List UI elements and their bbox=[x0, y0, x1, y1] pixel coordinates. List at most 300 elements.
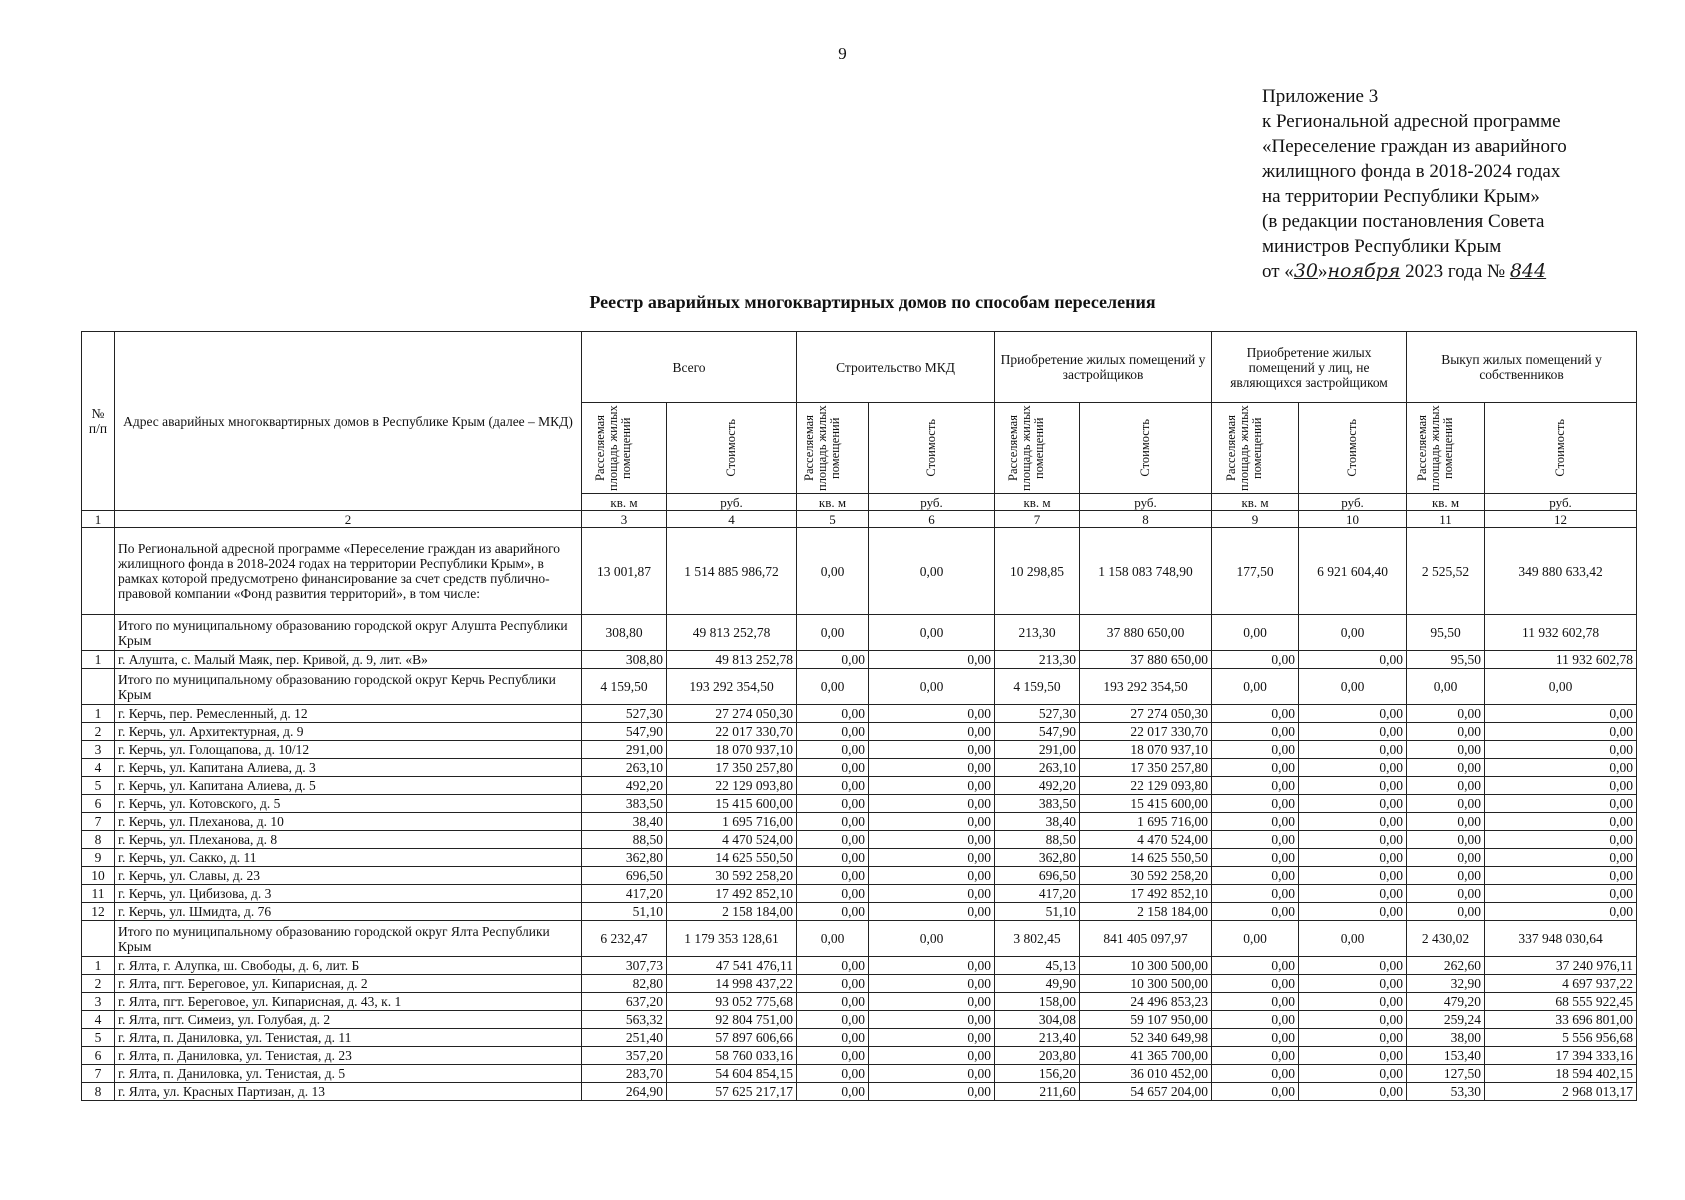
address-cell: г. Керчь, ул. Архитектурная, д. 9 bbox=[115, 723, 582, 741]
area-value: 4 159,50 bbox=[995, 669, 1080, 705]
area-value: 0,00 bbox=[1212, 849, 1299, 867]
cost-value: 0,00 bbox=[869, 921, 995, 957]
table-row bbox=[82, 705, 1637, 723]
area-value: 0,00 bbox=[1407, 813, 1485, 831]
area-value: 259,24 bbox=[1407, 1011, 1485, 1029]
cost-value: 2 158 184,00 bbox=[667, 903, 797, 921]
cost-value: 5 556 956,68 bbox=[1485, 1029, 1637, 1047]
address-cell: г. Керчь, пер. Ремесленный, д. 12 bbox=[115, 705, 582, 723]
cost-value: 4 470 524,00 bbox=[667, 831, 797, 849]
area-value: 0,00 bbox=[1407, 705, 1485, 723]
area-value: 88,50 bbox=[582, 831, 667, 849]
column-number: 9 bbox=[1212, 511, 1299, 528]
area-value: 547,90 bbox=[582, 723, 667, 741]
area-value: 10 298,85 bbox=[995, 528, 1080, 615]
cost-value: 0,00 bbox=[869, 885, 995, 903]
cost-value: 0,00 bbox=[869, 741, 995, 759]
row-number: 6 bbox=[82, 795, 115, 813]
cost-value: 0,00 bbox=[869, 975, 995, 993]
cost-value: 1 158 083 748,90 bbox=[1080, 528, 1212, 615]
header-cost: Стоимость bbox=[1345, 419, 1360, 477]
area-value: 527,30 bbox=[995, 705, 1080, 723]
area-value: 0,00 bbox=[797, 1029, 869, 1047]
cost-value: 18 070 937,10 bbox=[667, 741, 797, 759]
column-number: 5 bbox=[797, 511, 869, 528]
cost-value: 37 880 650,00 bbox=[1080, 615, 1212, 651]
column-number: 2 bbox=[115, 511, 582, 528]
area-value: 383,50 bbox=[582, 795, 667, 813]
table-row bbox=[82, 849, 1637, 867]
cost-value: 17 350 257,80 bbox=[1080, 759, 1212, 777]
cost-value: 11 932 602,78 bbox=[1485, 615, 1637, 651]
area-value: 0,00 bbox=[797, 849, 869, 867]
table-row bbox=[82, 1011, 1637, 1029]
area-value: 0,00 bbox=[1212, 975, 1299, 993]
area-value: 95,50 bbox=[1407, 615, 1485, 651]
cost-value: 68 555 922,45 bbox=[1485, 993, 1637, 1011]
area-value: 49,90 bbox=[995, 975, 1080, 993]
cost-value: 4 697 937,22 bbox=[1485, 975, 1637, 993]
cost-value: 24 496 853,23 bbox=[1080, 993, 1212, 1011]
area-value: 0,00 bbox=[1212, 615, 1299, 651]
address-cell: г. Ялта, п. Даниловка, ул. Тенистая, д. 23 bbox=[115, 1047, 582, 1065]
cost-value: 0,00 bbox=[869, 1047, 995, 1065]
cost-value: 1 179 353 128,61 bbox=[667, 921, 797, 957]
unit-cost: руб. bbox=[667, 494, 797, 511]
cost-value: 6 921 604,40 bbox=[1299, 528, 1407, 615]
cost-value: 0,00 bbox=[869, 1011, 995, 1029]
cost-value: 0,00 bbox=[869, 867, 995, 885]
page-number: 9 bbox=[838, 44, 847, 63]
address-cell: г. Ялта, пгт. Береговое, ул. Кипарисная, д. 2 bbox=[115, 975, 582, 993]
area-value: 307,73 bbox=[582, 957, 667, 975]
cost-value: 49 813 252,78 bbox=[667, 651, 797, 669]
address-cell: г. Керчь, ул. Плеханова, д. 10 bbox=[115, 813, 582, 831]
cost-value: 0,00 bbox=[869, 957, 995, 975]
area-value: 637,20 bbox=[582, 993, 667, 1011]
cost-value: 0,00 bbox=[869, 705, 995, 723]
cost-value: 14 625 550,50 bbox=[667, 849, 797, 867]
cost-value: 0,00 bbox=[1299, 921, 1407, 957]
address-cell: г. Керчь, ул. Шмидта, д. 76 bbox=[115, 903, 582, 921]
cost-value: 0,00 bbox=[869, 777, 995, 795]
area-value: 527,30 bbox=[582, 705, 667, 723]
date-year: 2023 года № bbox=[1405, 261, 1506, 282]
area-value: 0,00 bbox=[1212, 813, 1299, 831]
cost-value: 0,00 bbox=[1299, 1083, 1407, 1101]
table-row bbox=[82, 885, 1637, 903]
cost-value: 0,00 bbox=[1299, 669, 1407, 705]
cost-value: 36 010 452,00 bbox=[1080, 1065, 1212, 1083]
unit-area: кв. м bbox=[797, 494, 869, 511]
address-cell: г. Ялта, пгт. Береговое, ул. Кипарисная, д. 43, к. 1 bbox=[115, 993, 582, 1011]
area-value: 262,60 bbox=[1407, 957, 1485, 975]
cost-value: 54 604 854,15 bbox=[667, 1065, 797, 1083]
area-value: 0,00 bbox=[1407, 867, 1485, 885]
area-value: 0,00 bbox=[1212, 759, 1299, 777]
area-value: 156,20 bbox=[995, 1065, 1080, 1083]
column-number: 7 bbox=[995, 511, 1080, 528]
area-value: 0,00 bbox=[1407, 777, 1485, 795]
cost-value: 10 300 500,00 bbox=[1080, 975, 1212, 993]
table-row bbox=[82, 741, 1637, 759]
area-value: 283,70 bbox=[582, 1065, 667, 1083]
area-value: 177,50 bbox=[1212, 528, 1299, 615]
row-number: 10 bbox=[82, 867, 115, 885]
row-number: 1 bbox=[82, 957, 115, 975]
address-cell: г. Керчь, ул. Сакко, д. 11 bbox=[115, 849, 582, 867]
cost-value: 18 594 402,15 bbox=[1485, 1065, 1637, 1083]
cost-value: 22 129 093,80 bbox=[1080, 777, 1212, 795]
area-value: 0,00 bbox=[797, 921, 869, 957]
area-value: 0,00 bbox=[797, 651, 869, 669]
address-cell: г. Ялта, п. Даниловка, ул. Тенистая, д. 11 bbox=[115, 1029, 582, 1047]
cost-value: 33 696 801,00 bbox=[1485, 1011, 1637, 1029]
cost-value: 30 592 258,20 bbox=[1080, 867, 1212, 885]
cost-value: 37 880 650,00 bbox=[1080, 651, 1212, 669]
column-number: 12 bbox=[1485, 511, 1637, 528]
address-cell: г. Керчь, ул. Славы, д. 23 bbox=[115, 867, 582, 885]
cost-value: 0,00 bbox=[869, 831, 995, 849]
cost-value: 27 274 050,30 bbox=[667, 705, 797, 723]
date-day-handwritten: 30 bbox=[1293, 260, 1318, 282]
cost-value: 22 017 330,70 bbox=[1080, 723, 1212, 741]
address-cell: г. Керчь, ул. Плеханова, д. 8 bbox=[115, 831, 582, 849]
area-value: 0,00 bbox=[797, 1065, 869, 1083]
area-value: 2 430,02 bbox=[1407, 921, 1485, 957]
table-row bbox=[82, 651, 1637, 669]
cost-value: 0,00 bbox=[1299, 759, 1407, 777]
cost-value: 0,00 bbox=[1299, 975, 1407, 993]
area-value: 95,50 bbox=[1407, 651, 1485, 669]
cost-value: 22 129 093,80 bbox=[667, 777, 797, 795]
area-value: 0,00 bbox=[1212, 885, 1299, 903]
area-value: 417,20 bbox=[582, 885, 667, 903]
cost-value: 1 695 716,00 bbox=[667, 813, 797, 831]
area-value: 0,00 bbox=[1407, 759, 1485, 777]
cost-value: 0,00 bbox=[1299, 1029, 1407, 1047]
subtotal-row bbox=[82, 528, 1637, 615]
table-row bbox=[82, 813, 1637, 831]
appendix-line: на территории Республики Крым» bbox=[1262, 186, 1540, 207]
area-value: 357,20 bbox=[582, 1047, 667, 1065]
header-area: Расселяемая площадь жилых помещений bbox=[801, 405, 842, 491]
header-area: Расселяемая площадь жилых помещений bbox=[1006, 405, 1047, 491]
cost-value: 59 107 950,00 bbox=[1080, 1011, 1212, 1029]
area-value: 308,80 bbox=[582, 651, 667, 669]
cost-value: 92 804 751,00 bbox=[667, 1011, 797, 1029]
table-row bbox=[82, 1029, 1637, 1047]
area-value: 0,00 bbox=[1212, 1011, 1299, 1029]
area-value: 417,20 bbox=[995, 885, 1080, 903]
area-value: 492,20 bbox=[582, 777, 667, 795]
row-number: 12 bbox=[82, 903, 115, 921]
row-number: 3 bbox=[82, 741, 115, 759]
area-value: 0,00 bbox=[1212, 795, 1299, 813]
area-value: 13 001,87 bbox=[582, 528, 667, 615]
registry-table bbox=[81, 331, 1637, 1101]
area-value: 213,40 bbox=[995, 1029, 1080, 1047]
header-group-buyout: Выкуп жилых помещений у собственников bbox=[1407, 332, 1637, 403]
area-value: 696,50 bbox=[582, 867, 667, 885]
cost-value: 93 052 775,68 bbox=[667, 993, 797, 1011]
table-row bbox=[82, 795, 1637, 813]
appendix-line: Приложение 3 bbox=[1262, 86, 1379, 107]
area-value: 0,00 bbox=[797, 795, 869, 813]
cost-value: 0,00 bbox=[1299, 705, 1407, 723]
cost-value: 0,00 bbox=[1485, 723, 1637, 741]
area-value: 0,00 bbox=[797, 975, 869, 993]
date-prefix: от « bbox=[1262, 261, 1294, 282]
area-value: 0,00 bbox=[797, 777, 869, 795]
area-value: 308,80 bbox=[582, 615, 667, 651]
column-number: 4 bbox=[667, 511, 797, 528]
cost-value: 0,00 bbox=[1485, 831, 1637, 849]
address-cell: г. Ялта, п. Даниловка, ул. Тенистая, д. 5 bbox=[115, 1065, 582, 1083]
cost-value: 0,00 bbox=[869, 528, 995, 615]
cost-value: 0,00 bbox=[1299, 903, 1407, 921]
cost-value: 0,00 bbox=[1299, 723, 1407, 741]
cost-value: 0,00 bbox=[1485, 741, 1637, 759]
area-value: 0,00 bbox=[797, 741, 869, 759]
cost-value: 4 470 524,00 bbox=[1080, 831, 1212, 849]
cost-value: 0,00 bbox=[869, 1065, 995, 1083]
cost-value: 54 657 204,00 bbox=[1080, 1083, 1212, 1101]
cost-value: 0,00 bbox=[1299, 867, 1407, 885]
area-value: 0,00 bbox=[797, 831, 869, 849]
table-row bbox=[82, 903, 1637, 921]
header-area: Расселяемая площадь жилых помещений bbox=[1414, 405, 1455, 491]
area-value: 0,00 bbox=[797, 957, 869, 975]
cost-value: 0,00 bbox=[1485, 777, 1637, 795]
table-row bbox=[82, 777, 1637, 795]
cost-value: 841 405 097,97 bbox=[1080, 921, 1212, 957]
cost-value: 0,00 bbox=[869, 993, 995, 1011]
area-value: 0,00 bbox=[797, 867, 869, 885]
area-value: 0,00 bbox=[1407, 885, 1485, 903]
registry-body bbox=[82, 528, 1637, 1101]
column-number: 6 bbox=[869, 511, 995, 528]
area-value: 0,00 bbox=[1212, 1047, 1299, 1065]
address-cell: г. Керчь, ул. Капитана Алиева, д. 3 bbox=[115, 759, 582, 777]
appendix-line: (в редакции постановления Совета bbox=[1262, 211, 1545, 232]
address-cell: г. Керчь, ул. Капитана Алиева, д. 5 bbox=[115, 777, 582, 795]
row-number: 3 bbox=[82, 993, 115, 1011]
area-value: 291,00 bbox=[582, 741, 667, 759]
cost-value: 14 625 550,50 bbox=[1080, 849, 1212, 867]
cost-value: 0,00 bbox=[1485, 669, 1637, 705]
appendix-line: «Переселение граждан из аварийного bbox=[1262, 136, 1567, 157]
cost-value: 0,00 bbox=[1299, 813, 1407, 831]
cost-value: 0,00 bbox=[1299, 795, 1407, 813]
cost-value: 0,00 bbox=[869, 669, 995, 705]
row-number: 11 bbox=[82, 885, 115, 903]
table-row bbox=[82, 957, 1637, 975]
area-value: 0,00 bbox=[1212, 1083, 1299, 1101]
header-cost: Стоимость bbox=[724, 419, 738, 477]
area-value: 0,00 bbox=[797, 723, 869, 741]
cost-value: 337 948 030,64 bbox=[1485, 921, 1637, 957]
area-value: 0,00 bbox=[797, 1047, 869, 1065]
cost-value: 0,00 bbox=[869, 903, 995, 921]
header-group-construction: Строительство МКД bbox=[797, 332, 995, 403]
row-number: 9 bbox=[82, 849, 115, 867]
area-value: 53,30 bbox=[1407, 1083, 1485, 1101]
address-cell: г. Керчь, ул. Голощапова, д. 10/12 bbox=[115, 741, 582, 759]
cost-value: 193 292 354,50 bbox=[1080, 669, 1212, 705]
column-number: 1 bbox=[82, 511, 115, 528]
area-value: 0,00 bbox=[1212, 777, 1299, 795]
appendix-line: министров Республики Крым bbox=[1262, 236, 1502, 257]
area-value: 0,00 bbox=[1212, 957, 1299, 975]
cost-value: 0,00 bbox=[1485, 705, 1637, 723]
area-value: 0,00 bbox=[1212, 669, 1299, 705]
area-value: 0,00 bbox=[1407, 903, 1485, 921]
area-value: 263,10 bbox=[582, 759, 667, 777]
area-value: 0,00 bbox=[1212, 867, 1299, 885]
area-value: 362,80 bbox=[995, 849, 1080, 867]
table-row bbox=[82, 723, 1637, 741]
cost-value: 15 415 600,00 bbox=[1080, 795, 1212, 813]
area-value: 0,00 bbox=[797, 759, 869, 777]
row-number bbox=[82, 528, 115, 615]
cost-value: 0,00 bbox=[1299, 957, 1407, 975]
area-value: 383,50 bbox=[995, 795, 1080, 813]
row-number: 7 bbox=[82, 1065, 115, 1083]
cost-value: 47 541 476,11 bbox=[667, 957, 797, 975]
cost-value: 2 968 013,17 bbox=[1485, 1083, 1637, 1101]
row-number: 2 bbox=[82, 975, 115, 993]
cost-value: 10 300 500,00 bbox=[1080, 957, 1212, 975]
cost-value: 0,00 bbox=[1299, 1065, 1407, 1083]
area-value: 0,00 bbox=[797, 528, 869, 615]
document-title: Реестр аварийных многоквартирных домов по способам переселения bbox=[589, 292, 1156, 312]
cost-value: 1 514 885 986,72 bbox=[667, 528, 797, 615]
header-cost: Стоимость bbox=[1138, 419, 1153, 477]
cost-value: 0,00 bbox=[1299, 741, 1407, 759]
area-value: 0,00 bbox=[1212, 903, 1299, 921]
cost-value: 0,00 bbox=[869, 1029, 995, 1047]
cost-value: 0,00 bbox=[1485, 849, 1637, 867]
area-value: 213,30 bbox=[995, 615, 1080, 651]
area-value: 82,80 bbox=[582, 975, 667, 993]
cost-value: 14 998 437,22 bbox=[667, 975, 797, 993]
cost-value: 0,00 bbox=[1485, 885, 1637, 903]
cost-value: 0,00 bbox=[1299, 651, 1407, 669]
cost-value: 27 274 050,30 bbox=[1080, 705, 1212, 723]
area-value: 0,00 bbox=[797, 669, 869, 705]
header-cost: Стоимость bbox=[924, 419, 939, 477]
area-value: 0,00 bbox=[1407, 669, 1485, 705]
cost-value: 15 415 600,00 bbox=[667, 795, 797, 813]
area-value: 362,80 bbox=[582, 849, 667, 867]
cost-value: 0,00 bbox=[869, 723, 995, 741]
cost-value: 0,00 bbox=[1299, 831, 1407, 849]
column-number: 3 bbox=[582, 511, 667, 528]
area-value: 0,00 bbox=[1212, 651, 1299, 669]
cost-value: 11 932 602,78 bbox=[1485, 651, 1637, 669]
area-value: 3 802,45 bbox=[995, 921, 1080, 957]
table-row bbox=[82, 993, 1637, 1011]
area-value: 38,40 bbox=[582, 813, 667, 831]
row-number: 4 bbox=[82, 759, 115, 777]
unit-area: кв. м bbox=[995, 494, 1080, 511]
area-value: 203,80 bbox=[995, 1047, 1080, 1065]
area-value: 264,90 bbox=[582, 1083, 667, 1101]
subtotal-label: Итого по муниципальному образованию городской округ Ялта Республики Крым bbox=[115, 921, 582, 957]
area-value: 0,00 bbox=[1407, 849, 1485, 867]
cost-value: 0,00 bbox=[1299, 849, 1407, 867]
address-cell: г. Алушта, с. Малый Маяк, пер. Кривой, д. 9, лит. «В» bbox=[115, 651, 582, 669]
area-value: 0,00 bbox=[797, 1083, 869, 1101]
area-value: 211,60 bbox=[995, 1083, 1080, 1101]
area-value: 45,13 bbox=[995, 957, 1080, 975]
area-value: 0,00 bbox=[797, 615, 869, 651]
header-area: Расселяемая площадь жилых помещений bbox=[1224, 405, 1265, 491]
cost-value: 2 158 184,00 bbox=[1080, 903, 1212, 921]
cost-value: 52 340 649,98 bbox=[1080, 1029, 1212, 1047]
area-value: 213,30 bbox=[995, 651, 1080, 669]
unit-cost: руб. bbox=[1485, 494, 1637, 511]
area-value: 0,00 bbox=[1407, 741, 1485, 759]
unit-cost: руб. bbox=[1299, 494, 1407, 511]
column-number: 11 bbox=[1407, 511, 1485, 528]
area-value: 0,00 bbox=[1212, 831, 1299, 849]
area-value: 158,00 bbox=[995, 993, 1080, 1011]
header-address: Адрес аварийных многоквартирных домов в Республике Крым (далее – МКД) bbox=[115, 332, 582, 511]
row-number: 7 bbox=[82, 813, 115, 831]
unit-area: кв. м bbox=[1407, 494, 1485, 511]
header-area: Расселяемая площадь жилых помещений bbox=[593, 405, 633, 491]
row-number bbox=[82, 615, 115, 651]
row-number: 1 bbox=[82, 705, 115, 723]
table-row bbox=[82, 975, 1637, 993]
table-row bbox=[82, 1083, 1637, 1101]
row-number: 4 bbox=[82, 1011, 115, 1029]
address-cell: г. Керчь, ул. Цибизова, д. 3 bbox=[115, 885, 582, 903]
area-value: 479,20 bbox=[1407, 993, 1485, 1011]
cost-value: 0,00 bbox=[869, 759, 995, 777]
unit-cost: руб. bbox=[869, 494, 995, 511]
table-row bbox=[82, 831, 1637, 849]
area-value: 88,50 bbox=[995, 831, 1080, 849]
area-value: 0,00 bbox=[1212, 1065, 1299, 1083]
address-cell: г. Ялта, ул. Красных Партизан, д. 13 bbox=[115, 1083, 582, 1101]
appendix-note bbox=[1262, 84, 1662, 284]
table-row bbox=[82, 1047, 1637, 1065]
address-cell: г. Керчь, ул. Котовского, д. 5 bbox=[115, 795, 582, 813]
cost-value: 0,00 bbox=[869, 795, 995, 813]
area-value: 0,00 bbox=[1212, 705, 1299, 723]
cost-value: 349 880 633,42 bbox=[1485, 528, 1637, 615]
cost-value: 0,00 bbox=[1485, 759, 1637, 777]
area-value: 0,00 bbox=[1212, 993, 1299, 1011]
area-value: 0,00 bbox=[797, 705, 869, 723]
row-number: 6 bbox=[82, 1047, 115, 1065]
cost-value: 18 070 937,10 bbox=[1080, 741, 1212, 759]
decree-number-handwritten: 844 bbox=[1509, 260, 1547, 282]
area-value: 51,10 bbox=[582, 903, 667, 921]
appendix-line: к Региональной адресной программе bbox=[1262, 111, 1561, 132]
subtotal-row bbox=[82, 615, 1637, 651]
cost-value: 0,00 bbox=[1485, 903, 1637, 921]
date-month-handwritten: ноября bbox=[1327, 260, 1401, 282]
row-number: 5 bbox=[82, 1029, 115, 1047]
area-value: 0,00 bbox=[797, 903, 869, 921]
area-value: 51,10 bbox=[995, 903, 1080, 921]
area-value: 0,00 bbox=[1407, 831, 1485, 849]
cost-value: 193 292 354,50 bbox=[667, 669, 797, 705]
